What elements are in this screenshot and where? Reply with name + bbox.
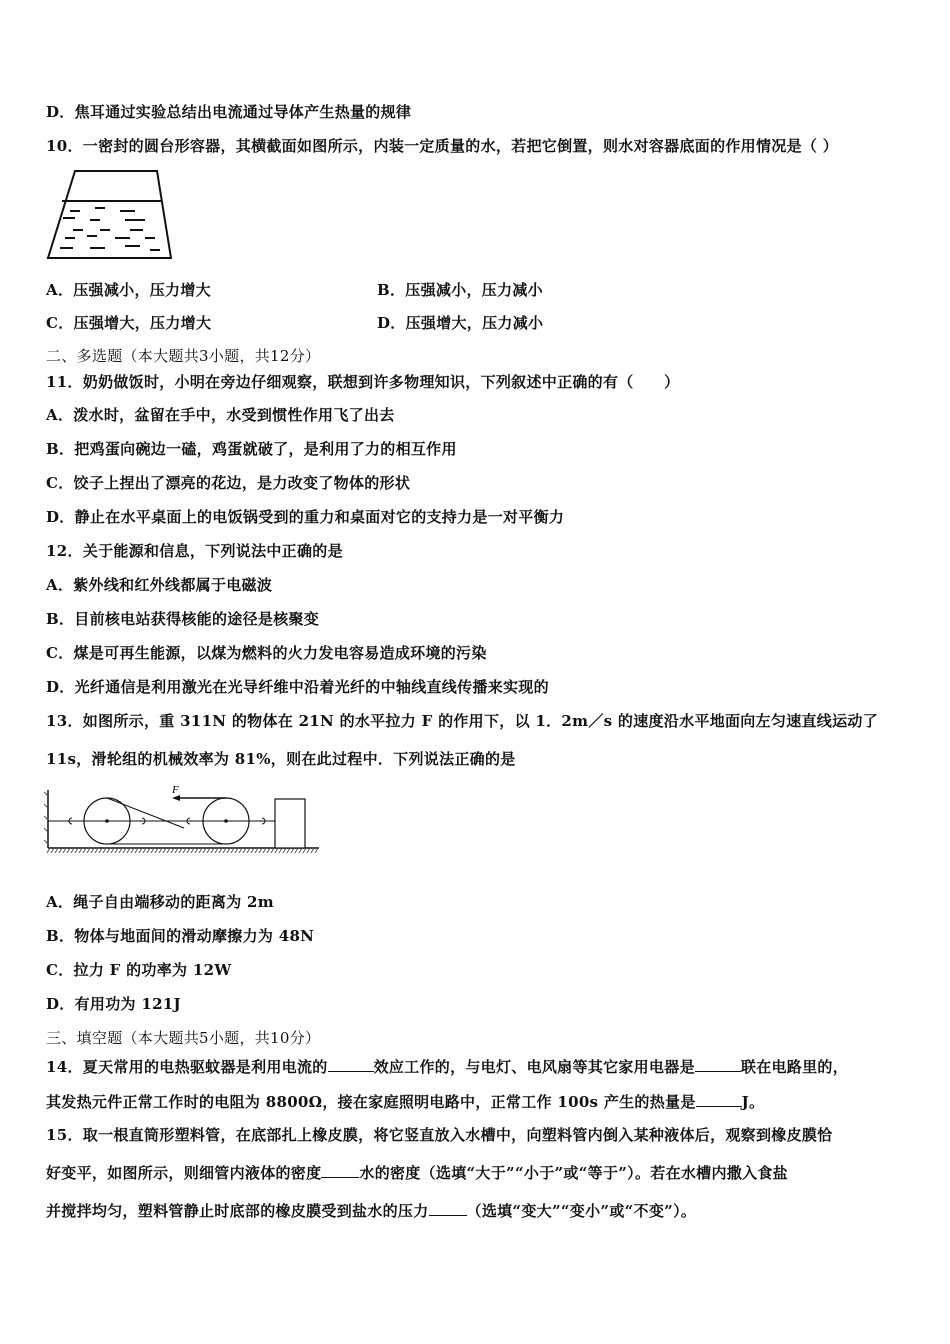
q12-option-c: C．煤是可再生能源，以煤为燃料的火力发电容易造成环境的污染 bbox=[46, 644, 487, 662]
q14-text-4: 其发热元件正常工作时的电阻为 8800Ω，接在家庭照明电路中，正常工作 100s 产生的热量是 bbox=[46, 1093, 696, 1111]
q13-stem-line2: 11s，滑轮组的机械效率为 81%，则在此过程中．下列说法正确的是 bbox=[46, 750, 516, 768]
q15-line1: 15．取一根直筒形塑料管，在底部扎上橡皮膜，将它竖直放入水槽中，向塑料管内倒入某种液体后，观察到橡皮膜恰 bbox=[46, 1126, 833, 1144]
q15-line3 bbox=[46, 1201, 696, 1220]
q14-text-2: 效应工作的，与电灯、电风扇等其它家用电器是 bbox=[373, 1058, 695, 1076]
q14-line1 bbox=[46, 1057, 848, 1076]
q11-stem: 11．奶奶做饭时，小明在旁边仔细观察，联想到许多物理知识，下列叙述中正确的有（ ） bbox=[46, 373, 680, 391]
q14-line2 bbox=[46, 1092, 764, 1111]
force-label: F bbox=[172, 784, 179, 796]
q15-blank-1[interactable] bbox=[321, 1163, 359, 1178]
q15-text-2: 水的密度（选填“大于”“小于”或“等于”）。若在水槽内撒入食盐 bbox=[359, 1164, 788, 1182]
q10-stem: 10．一密封的圆台形容器，其横截面如图所示，内装一定质量的水，若把它倒置，则水对容器底面的作用情况是（ ） bbox=[46, 137, 839, 155]
q15-blank-2[interactable] bbox=[429, 1201, 467, 1216]
q9-option-d: D．焦耳通过实验总结出电流通过导体产生热量的规律 bbox=[46, 103, 412, 121]
q14-text-1: 14．夏天常用的电热驱蚊器是利用电流的 bbox=[46, 1058, 328, 1076]
q12-option-b: B．目前核电站获得核能的途径是核聚变 bbox=[46, 610, 320, 628]
q12-option-a: A．紫外线和红外线都属于电磁波 bbox=[46, 576, 273, 594]
q10-option-b: B．压强减小，压力减小 bbox=[377, 281, 543, 299]
q14-blank-2[interactable] bbox=[695, 1057, 741, 1072]
q13-option-c: C．拉力 F 的功率为 12W bbox=[46, 961, 232, 979]
q15-line2 bbox=[46, 1163, 788, 1182]
q11-option-a: A．泼水时，盆留在手中，水受到惯性作用飞了出去 bbox=[46, 406, 395, 424]
q14-text-3: 联在电路里的， bbox=[740, 1058, 848, 1076]
q15-text-1: 好变平，如图所示，则细管内液体的密度 bbox=[46, 1164, 322, 1182]
section-heading-fill-in: 三、填空题（本大题共5小题，共10分） bbox=[46, 1029, 321, 1047]
q14-blank-3[interactable] bbox=[696, 1092, 742, 1107]
q13-option-a: A．绳子自由端移动的距离为 2m bbox=[46, 893, 274, 911]
q13-option-b: B．物体与地面间的滑动摩擦力为 48N bbox=[46, 927, 315, 945]
q12-stem: 12．关于能源和信息，下列说法中正确的是 bbox=[46, 542, 343, 560]
frustum-container-figure bbox=[45, 168, 175, 263]
q10-option-d: D．压强增大，压力减小 bbox=[377, 314, 544, 332]
q14-text-5: J。 bbox=[741, 1093, 765, 1111]
q11-option-b: B．把鸡蛋向碗边一磕，鸡蛋就破了，是利用了力的相互作用 bbox=[46, 440, 457, 458]
q12-option-d: D．光纤通信是利用激光在光导纤维中沿着光纤的中轴线直线传播来实现的 bbox=[46, 678, 549, 696]
q10-option-a: A．压强减小，压力增大 bbox=[46, 281, 211, 299]
q13-stem-line1: 13．如图所示，重 311N 的物体在 21N 的水平拉力 F 的作用下，以 1．2m／s 的速度沿水平地面向左匀速直线运动了 bbox=[46, 712, 879, 730]
q15-text-4: （选填“变大”“变小”或“不变”）。 bbox=[466, 1202, 697, 1220]
section-heading-multiple-choice: 二、多选题（本大题共3小题，共12分） bbox=[46, 347, 321, 365]
q15-text-3: 并搅拌均匀，塑料管静止时底部的橡皮膜受到盐水的压力 bbox=[46, 1202, 429, 1220]
q10-option-c: C．压强增大，压力增大 bbox=[46, 314, 212, 332]
pulley-system-figure bbox=[44, 780, 324, 860]
q14-blank-1[interactable] bbox=[328, 1057, 374, 1072]
q11-option-d: D．静止在水平桌面上的电饭锅受到的重力和桌面对它的支持力是一对平衡力 bbox=[46, 508, 565, 526]
q13-option-d: D．有用功为 121J bbox=[46, 995, 181, 1013]
q11-option-c: C．饺子上捏出了漂亮的花边，是力改变了物体的形状 bbox=[46, 474, 411, 492]
